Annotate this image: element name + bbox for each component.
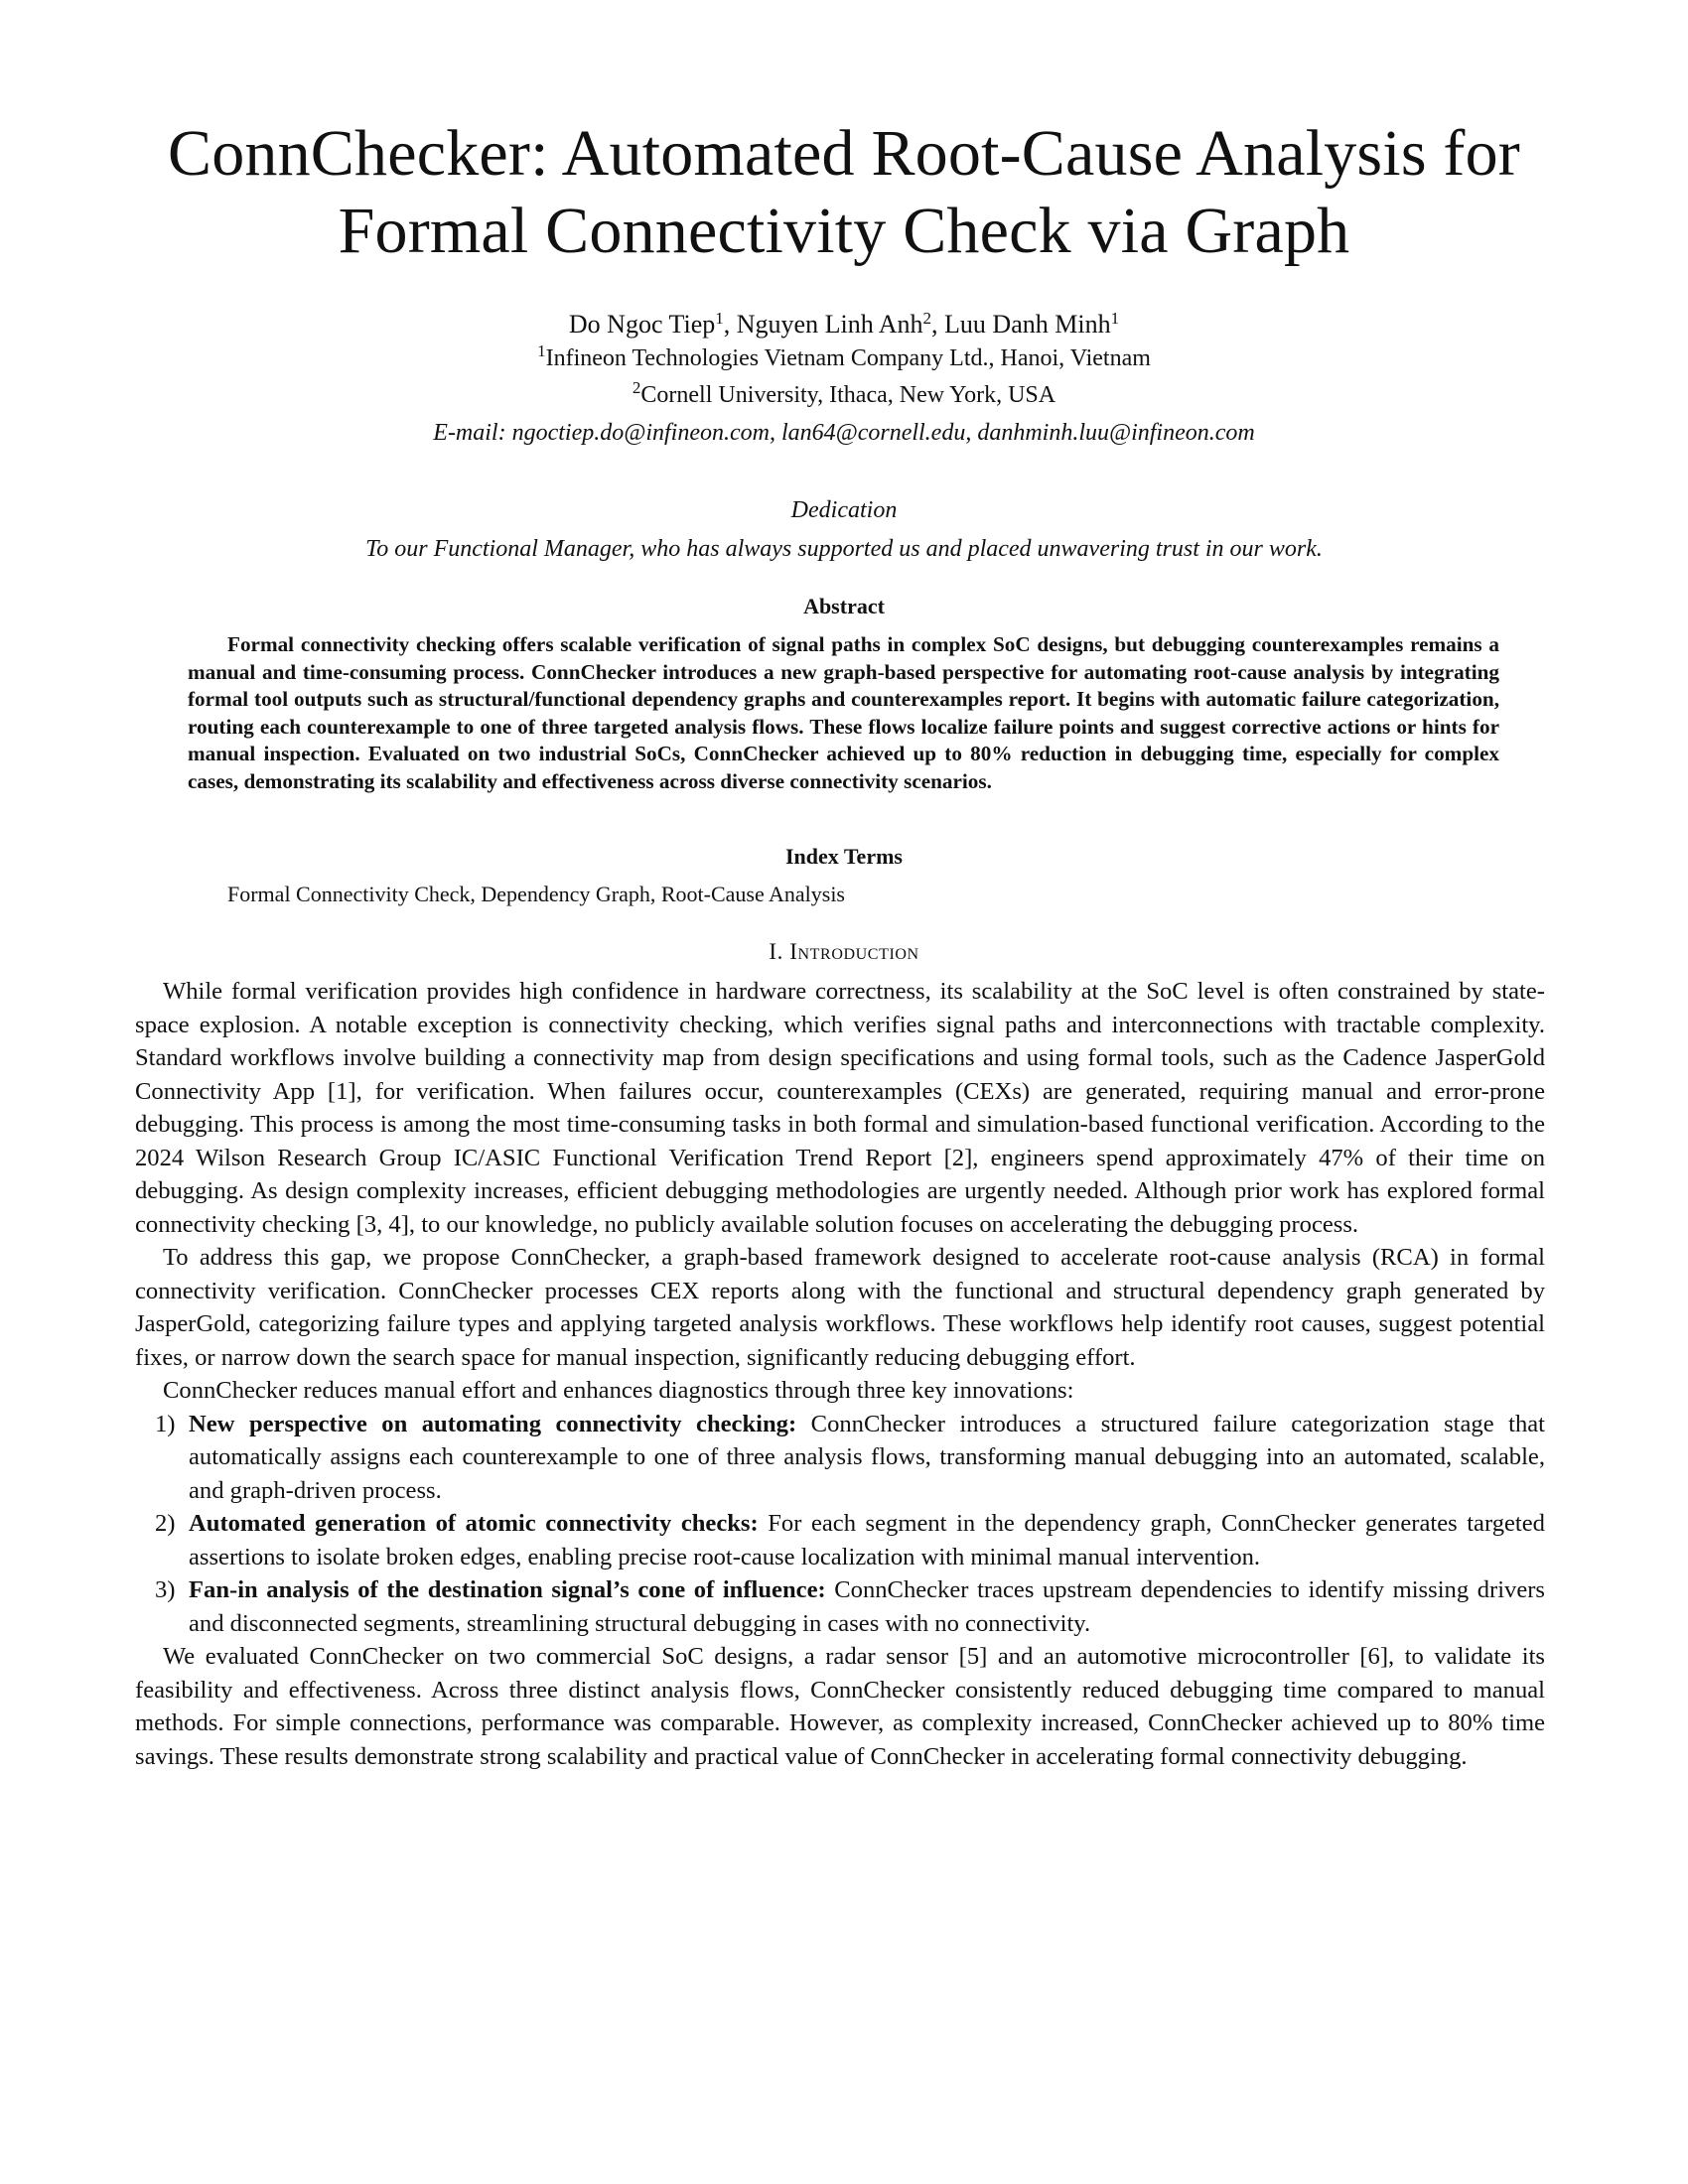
list-item-title: Fan-in analysis of the destination signal’s cone of influence: (189, 1576, 826, 1603)
author-name: Luu Danh Minh (944, 310, 1111, 339)
title-line-2: Formal Connectivity Check via Graph (338, 195, 1350, 267)
list-item (135, 1507, 1545, 1573)
title-line-1: ConnChecker: Automated Root-Cause Analysis for (167, 117, 1520, 190)
list-item-text: ConnChecker traces upstream dependencies to identify missing drivers and disconnected segments, streamlining structural debugging in cases with no connectivity. (189, 1576, 1545, 1637)
list-item-title: Automated generation of atomic connectivity checks: (189, 1510, 759, 1537)
list-number: 1) (155, 1410, 176, 1437)
abstract-heading: Abstract (803, 594, 885, 618)
innovations-list (135, 1408, 1545, 1641)
section-heading-introduction: I. Introduction (769, 939, 919, 964)
author-name: Nguyen Linh Anh (736, 310, 923, 339)
author-name: Do Ngoc Tiep (568, 310, 716, 339)
list-item-text: ConnChecker introduces a structured failure categorization stage that automatically assigns each counterexample to one of three analysis flows, transforming manual debugging into an automated, scalable, and graph-driven process. (189, 1410, 1545, 1504)
author-list: Do Ngoc Tiep$^1$, Nguyen Linh Anh$^2$, Luu Danh Minh$^1$ (568, 309, 1120, 339)
paragraph: ConnChecker reduces manual effort and enhances diagnostics through three key innovations: (163, 1377, 1074, 1404)
index-terms-heading: Index Terms (785, 844, 903, 869)
affiliation-text: Infineon Technologies Vietnam Company Ltd., Hanoi, Vietnam (545, 345, 1151, 371)
affiliation-mark: 2 (632, 378, 641, 397)
index-terms: Formal Connectivity Check, Dependency Graph, Root-Cause Analysis (227, 882, 845, 906)
list-item (135, 1573, 1545, 1640)
author-affiliation-mark: 2 (922, 309, 932, 328)
abstract-text: Formal connectivity checking offers scalable verification of signal paths in complex SoC designs, but debugging counterexamples remains a manual and time-consuming process. ConnChecker introduces a new graph-based perspective for automating root-cause analysis by integrating formal tool outputs such as structural/functional dependency graphs and counterexamples report. It begins with automatic failure categorization, routing each counterexample to one of three targeted analysis flows. These flows localize failure points and suggest corrective actions or hints for manual inspection. Evaluated on two industrial SoCs, ConnChecker achieved up to 80% reduction in debugging time, especially for complex cases, demonstrating its scalability and effectiveness across diverse connectivity scenarios. (188, 632, 1499, 793)
paragraph: While formal verification provides high confidence in hardware correctness, its scalability at the SoC level is often constrained by state-space explosion. A notable exception is connectivity checking, which verifies signal paths and interconnections with tractable complexity. Standard workflows involve building a connectivity map from design specifications and using formal tools, such as the Cadence JasperGold Connectivity App [1], for verification. When failures occur, counterexamples (CEXs) are generated, requiring manual and error-prone debugging. This process is among the most time-consuming tasks in both formal and simulation-based functional verification. According to the 2024 Wilson Research Group IC/ASIC Functional Verification Trend Report [2], engineers spend approximately 47% of their time on debugging. As design complexity increases, efficient debugging methodologies are urgently needed. Although prior work has explored formal connectivity checking [3, 4], to our knowledge, no publicly available solution focuses on accelerating the debugging process. (135, 978, 1545, 1238)
affiliation-text: Cornell University, Ithaca, New York, USA (640, 382, 1056, 408)
dedication-text: To our Functional Manager, who has always supported us and placed unwavering trust in our work. (365, 536, 1323, 562)
list-item (135, 1408, 1545, 1508)
introduction-body (135, 975, 1545, 1773)
author-affiliation-mark: 1 (715, 309, 724, 328)
dedication-heading: Dedication (790, 497, 898, 523)
list-item-text: For each segment in the dependency graph, ConnChecker generates targeted assertions to isolate broken edges, enabling precise root-cause localization with minimal manual intervention. (189, 1510, 1545, 1570)
affiliation (99, 342, 1589, 374)
paragraph: To address this gap, we propose ConnChecker, a graph-based framework designed to accelerate root-cause analysis (RCA) in formal connectivity verification. ConnChecker processes CEX reports along with the functional and structural dependency graph generated by JasperGold, categorizing failure types and applying targeted analysis workflows. These workflows help identify root causes, suggest potential fixes, or narrow down the search space for manual inspection, significantly reducing debugging effort. (135, 1244, 1545, 1371)
list-number: 3) (155, 1576, 176, 1603)
paper-title (99, 115, 1589, 270)
affiliation-mark: 1 (537, 341, 546, 360)
list-number: 2) (155, 1510, 176, 1537)
affiliation (99, 379, 1589, 411)
list-item-title: New perspective on automating connectivity checking: (189, 1410, 797, 1437)
author-emails: E-mail: ngoctiep.do@infineon.com, lan64@cornell.edu, danhminh.luu@infineon.com (433, 420, 1255, 446)
paragraph: We evaluated ConnChecker on two commercial SoC designs, a radar sensor [5] and an automotive microcontroller [6], to validate its feasibility and effectiveness. Across three distinct analysis flows, ConnChecker consistently reduced debugging time compared to manual methods. For simple connections, performance was comparable. However, as complexity increased, ConnChecker achieved up to 80% time savings. These results demonstrate strong scalability and practical value of ConnChecker in accelerating formal connectivity debugging. (135, 1643, 1545, 1770)
author-affiliation-mark: 1 (1110, 309, 1120, 328)
